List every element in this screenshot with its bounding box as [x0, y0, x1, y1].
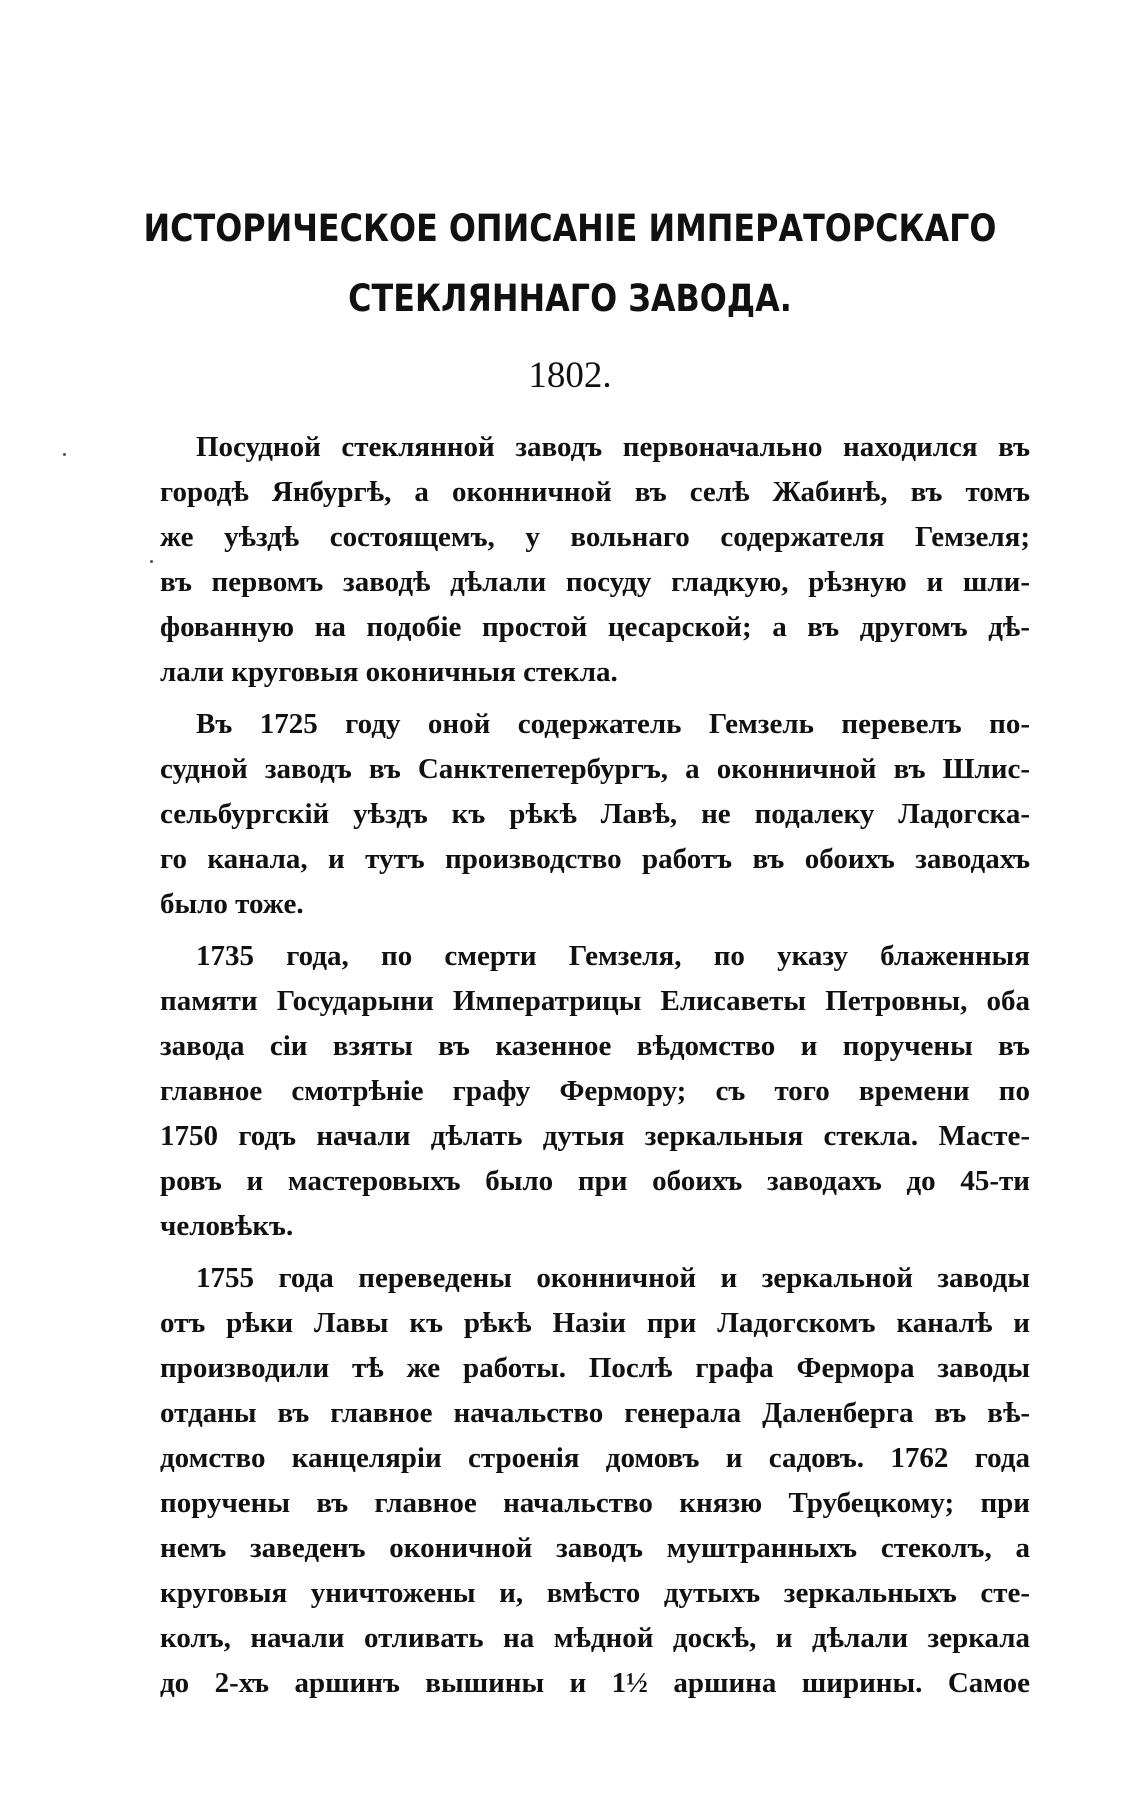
text-line: лали круговыя оконичныя стекла. — [160, 656, 618, 688]
text-line: въ первомъ заводѣ дѣлали посуду гладкую, рѣзную и шли- — [160, 566, 1030, 598]
paragraph-1 — [160, 425, 1030, 695]
text-line: городѣ Янбургѣ, а оконничной въ селѣ Жабинѣ, въ томъ — [160, 476, 1030, 508]
text-line: круговыя уничтожены и, вмѣсто дутыхъ зеркальныхъ сте- — [160, 1577, 1030, 1609]
text-line: 1755 года переведены оконничной и зеркальной заводы — [196, 1262, 1030, 1294]
paragraph-gap — [160, 695, 1030, 702]
scan-speck — [63, 453, 66, 456]
text-line: фованную на подобіе простой цесарской; а въ другомъ дѣ- — [160, 611, 1030, 643]
paragraph-3 — [160, 934, 1030, 1249]
text-line: памяти Государыни Императрицы Елисаветы Петровны, оба — [160, 985, 1030, 1017]
text-line: немъ заведенъ оконичной заводъ муштранныхъ стеколъ, а — [160, 1532, 1030, 1564]
text-line: завода сіи взяты въ казенное вѣдомство и поручены въ — [160, 1030, 1030, 1062]
scan-speck — [150, 560, 153, 563]
text-line: главное смотрѣніе графу Фермору; съ того времени по — [160, 1075, 1030, 1107]
text-line: до 2-хъ аршинъ вышины и 1½ аршина ширины. Самое — [160, 1667, 1030, 1699]
paragraph-gap — [160, 927, 1030, 934]
text-line: судной заводъ въ Санктепетербургъ, а оконничной въ Шлис- — [160, 753, 1030, 785]
text-line: домство канцеляріи строенія домовъ и садовъ. 1762 года — [160, 1442, 1030, 1474]
paragraph-4 — [160, 1256, 1030, 1706]
page-title-line-1: ИСТОРИЧЕСКОЕ ОПИСАНІЕ ИМПЕРАТОРСКАГО — [143, 207, 997, 250]
text-line: человѣкъ. — [160, 1210, 294, 1242]
text-line: отданы въ главное начальство генерала Даленберга въ вѣ- — [160, 1397, 1030, 1429]
page-title-line-2: СТЕКЛЯННАГО ЗАВОДА. — [348, 277, 792, 320]
year-heading: 1802. — [528, 355, 612, 396]
text-line: сельбургскій уѣздъ къ рѣкѣ Лавѣ, не подалеку Ладогска- — [160, 798, 1030, 830]
text-line: производили тѣ же работы. Послѣ графа Фермора заводы — [160, 1352, 1030, 1384]
paragraph-gap — [160, 1249, 1030, 1256]
text-line: го канала, и тутъ производство работъ въ обоихъ заводахъ — [160, 843, 1030, 875]
text-line: Въ 1725 году оной содержатель Гемзель перевелъ по- — [196, 708, 1030, 740]
text-line: отъ рѣки Лавы къ рѣкѣ Назіи при Ладогскомъ каналѣ и — [160, 1307, 1030, 1339]
paragraph-2 — [160, 702, 1030, 927]
text-line: Посудной стеклянной заводъ первоначально находился въ — [196, 431, 1030, 463]
text-line: ровъ и мастеровыхъ было при обоихъ заводахъ до 45-ти — [160, 1165, 1030, 1197]
text-line: же уѣздѣ состоящемъ, у вольнаго содержателя Гемзеля; — [160, 521, 1030, 553]
text-line: колъ, начали отливать на мѣдной доскѣ, и дѣлали зеркала — [160, 1622, 1030, 1654]
text-line: 1735 года, по смерти Гемзеля, по указу блаженныя — [196, 940, 1030, 972]
text-line: поручены въ главное начальство князю Трубецкому; при — [160, 1487, 1030, 1519]
text-line: было тоже. — [160, 888, 304, 920]
body-text — [160, 425, 1030, 1706]
text-line: 1750 годъ начали дѣлать дутыя зеркальныя стекла. Масте- — [160, 1120, 1030, 1152]
